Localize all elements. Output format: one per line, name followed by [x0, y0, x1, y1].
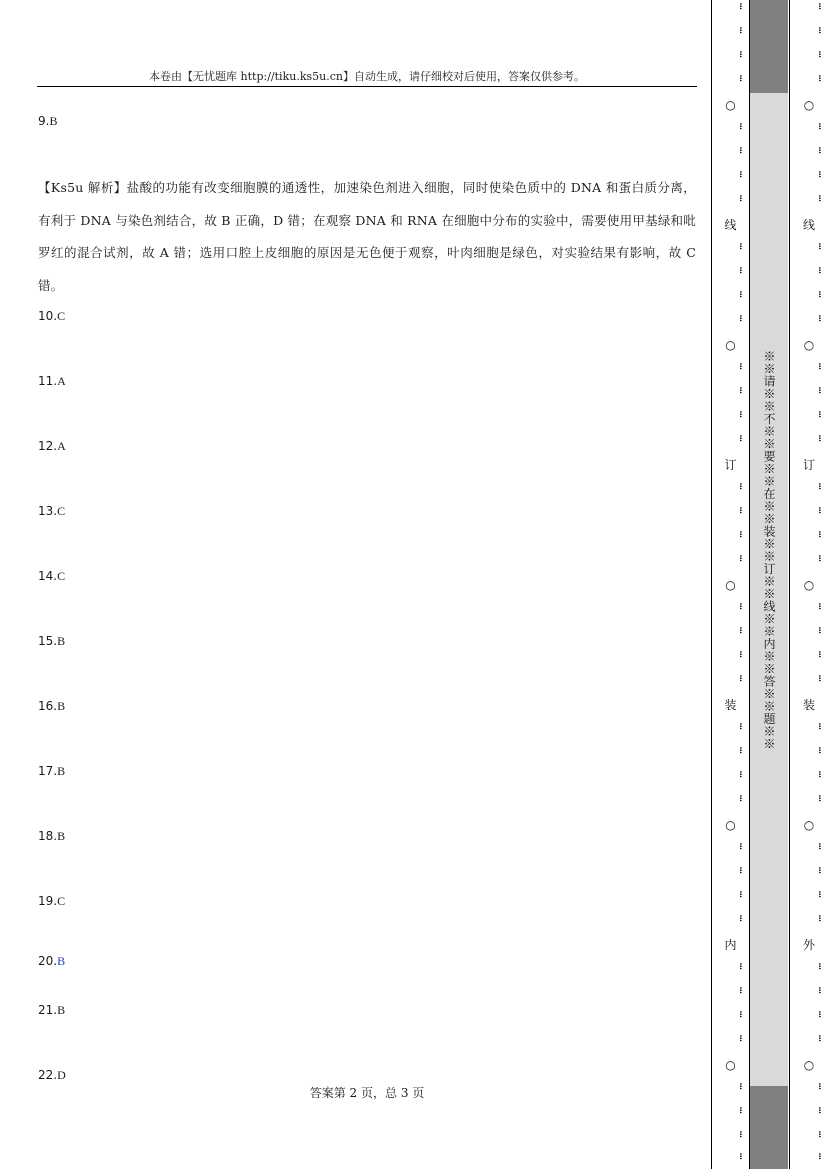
- inner-binding-dots: …: [737, 771, 750, 777]
- outer-binding-dots: …: [816, 507, 829, 513]
- inner-binding-dots: …: [737, 1083, 750, 1089]
- answer-letter: C: [57, 504, 66, 518]
- outer-binding-dots: …: [816, 1153, 829, 1159]
- inner-binding-dots: …: [737, 435, 750, 441]
- answer-number: 9.: [38, 114, 50, 128]
- answer-letter: B: [49, 114, 58, 128]
- outer-binding-dots: …: [816, 435, 829, 441]
- inner-binding-dots: …: [737, 147, 750, 153]
- inner-binding-dots: …: [737, 1131, 750, 1137]
- inner-binding-dots: …: [737, 795, 750, 801]
- answer-letter: C: [57, 894, 66, 908]
- answer-letter: D: [57, 1068, 66, 1082]
- inner-binding-dots: …: [737, 603, 750, 609]
- answer-letter: B: [57, 954, 66, 968]
- analysis-paragraph: 【Ks5u 解析】盐酸的功能有改变细胞膜的通透性，加速染色剂进入细胞，同时使染色质中的 DNA 和蛋白质分离，有利于 DNA 与染色剂结合，故 B 正确，D 错；在观察 DNA 和 RNA 在细胞中分布的实验中，需要使用甲基绿和吡罗红的混合试剂，故 A 错；选用口腔上皮细胞的原因是无色便于观察，叶肉细胞是绿色，对实验结果有影响，故 C 错。: [38, 180, 696, 293]
- outer-binding-dots: …: [816, 51, 829, 57]
- inner-binding-dots: …: [737, 915, 750, 921]
- answer-number: 20.: [38, 954, 58, 968]
- answer-item: [38, 439, 66, 453]
- outer-binding-dots: …: [816, 1083, 829, 1089]
- inner-binding-dots: …: [737, 627, 750, 633]
- outer-binding-dots: …: [816, 147, 829, 153]
- inner-binding-dots: …: [737, 507, 750, 513]
- inner-binding-dots: …: [737, 555, 750, 561]
- outer-binding-dots: …: [816, 315, 829, 321]
- inner-binding-circle: ○: [725, 578, 736, 592]
- outer-binding-dots: …: [816, 75, 829, 81]
- outer-binding-dots: …: [816, 723, 829, 729]
- outer-binding-circle: ○: [803, 98, 815, 112]
- inner-binding-dots: …: [737, 195, 750, 201]
- answer-number: 16.: [38, 699, 58, 713]
- outer-binding-dots: …: [816, 627, 829, 633]
- answer-item: [38, 954, 65, 968]
- inner-binding-dots: …: [737, 387, 750, 393]
- inner-binding-circle: ○: [725, 338, 736, 352]
- inner-binding-dots: …: [737, 123, 750, 129]
- answer-number: 21.: [38, 1003, 58, 1017]
- outer-binding-dots: …: [816, 1131, 829, 1137]
- outer-binding-dots: …: [816, 171, 829, 177]
- outer-binding-dots: …: [816, 891, 829, 897]
- answer-number: 22.: [38, 1068, 58, 1082]
- outer-binding-dots: …: [816, 291, 829, 297]
- page-footer: 答案第 2 页，总 3 页: [309, 1086, 425, 1100]
- answer-item: [38, 894, 65, 908]
- answer-letter: C: [57, 309, 66, 323]
- outer-binding-dots: …: [816, 1011, 829, 1017]
- answer-item: [38, 699, 65, 713]
- outer-binding-dots: …: [816, 195, 829, 201]
- binding-gray-top-block: [749, 0, 788, 93]
- binding-gray-bottom-block: [749, 1086, 788, 1169]
- outer-binding-circle: ○: [803, 578, 815, 592]
- outer-binding-dots: …: [816, 363, 829, 369]
- inner-binding-label: 线: [724, 218, 737, 232]
- answer-letter: B: [57, 634, 66, 648]
- page-header: 本卷由【无忧题库 http://tiku.ks5u.cn】自动生成，请仔细校对后使用，答案仅供参考。: [149, 70, 585, 83]
- answer-letter: C: [57, 569, 66, 583]
- outer-binding-dots: …: [816, 675, 829, 681]
- inner-binding-dots: …: [737, 531, 750, 537]
- inner-binding-dots: …: [737, 963, 750, 969]
- answer-number: 17.: [38, 764, 58, 778]
- binding-warning-text: ※※请※※不※※要※※在※※装※※订※※线※※内※※答※※题※※: [762, 350, 776, 750]
- answer-item: [38, 764, 65, 778]
- outer-binding-circle: ○: [803, 1058, 815, 1072]
- inner-binding-dots: …: [737, 315, 750, 321]
- answer-number: 11.: [38, 374, 58, 388]
- outer-binding-dots: …: [816, 411, 829, 417]
- inner-binding-dots: …: [737, 867, 750, 873]
- outer-binding-dots: …: [816, 531, 829, 537]
- outer-binding-dots: …: [816, 555, 829, 561]
- inner-binding-dots: …: [737, 411, 750, 417]
- header-divider: [37, 86, 697, 87]
- outer-binding-dots: …: [816, 387, 829, 393]
- inner-binding-dots: …: [737, 675, 750, 681]
- inner-binding-dots: …: [737, 1011, 750, 1017]
- answer-letter: B: [57, 829, 66, 843]
- answer-item: [38, 114, 57, 128]
- inner-binding-dots: …: [737, 27, 750, 33]
- answer-number: 18.: [38, 829, 58, 843]
- inner-binding-dots: …: [737, 243, 750, 249]
- inner-binding-dots: …: [737, 1107, 750, 1113]
- outer-binding-dots: …: [816, 267, 829, 273]
- answer-item: [38, 829, 65, 843]
- answer-item: [38, 569, 65, 583]
- inner-binding-dots: …: [737, 843, 750, 849]
- inner-binding-dots: …: [737, 1153, 750, 1159]
- outer-binding-label: 订: [802, 458, 815, 472]
- answer-number: 14.: [38, 569, 58, 583]
- inner-binding-circle: ○: [725, 818, 736, 832]
- inner-binding-dots: …: [737, 363, 750, 369]
- outer-binding-dots: …: [816, 603, 829, 609]
- outer-binding-dots: …: [816, 483, 829, 489]
- inner-binding-dots: …: [737, 171, 750, 177]
- outer-binding-dots: …: [816, 771, 829, 777]
- answer-number: 12.: [38, 439, 58, 453]
- outer-binding-dots: …: [816, 123, 829, 129]
- outer-binding-dots: …: [816, 795, 829, 801]
- answer-item: [38, 374, 66, 388]
- inner-binding-dots: …: [737, 651, 750, 657]
- outer-binding-label: 装: [802, 698, 815, 712]
- inner-binding-circle: ○: [725, 1058, 736, 1072]
- outer-binding-dots: …: [816, 915, 829, 921]
- answer-letter: B: [57, 1003, 66, 1017]
- outer-binding-dots: …: [816, 963, 829, 969]
- outer-binding-label: 外: [802, 938, 815, 952]
- outer-binding-label: 线: [802, 218, 815, 232]
- outer-binding-dots: …: [816, 1035, 829, 1041]
- outer-binding-dots: …: [816, 747, 829, 753]
- inner-binding-circle: ○: [725, 98, 736, 112]
- inner-binding-dots: …: [737, 1035, 750, 1041]
- inner-binding-dots: …: [737, 891, 750, 897]
- answer-number: 13.: [38, 504, 58, 518]
- outer-binding-dots: …: [816, 651, 829, 657]
- answer-item: [38, 309, 65, 323]
- answer-letter: B: [57, 699, 66, 713]
- answer-number: 19.: [38, 894, 58, 908]
- answer-letter: B: [57, 764, 66, 778]
- outer-binding-circle: ○: [803, 818, 815, 832]
- inner-binding-label: 内: [724, 938, 737, 952]
- answer-number: 15.: [38, 634, 58, 648]
- inner-binding-dots: …: [737, 75, 750, 81]
- outer-binding-dots: …: [816, 3, 829, 9]
- inner-binding-dots: …: [737, 747, 750, 753]
- inner-binding-dots: …: [737, 51, 750, 57]
- outer-binding-dots: …: [816, 243, 829, 249]
- inner-binding-dots: …: [737, 3, 750, 9]
- inner-binding-dots: …: [737, 291, 750, 297]
- answer-letter: A: [57, 439, 66, 453]
- outer-binding-circle: ○: [803, 338, 815, 352]
- binding-outer-strip: [789, 0, 828, 1169]
- answer-item: [38, 504, 65, 518]
- inner-binding-dots: …: [737, 267, 750, 273]
- answer-item: [38, 1068, 66, 1082]
- inner-binding-dots: …: [737, 723, 750, 729]
- answer-letter: A: [57, 374, 66, 388]
- inner-binding-dots: …: [737, 483, 750, 489]
- binding-inner-strip: [711, 0, 750, 1169]
- answer-item: [38, 1003, 65, 1017]
- inner-binding-label: 装: [724, 698, 737, 712]
- outer-binding-dots: …: [816, 1107, 829, 1113]
- inner-binding-dots: …: [737, 987, 750, 993]
- answer-item: [38, 634, 65, 648]
- outer-binding-dots: …: [816, 843, 829, 849]
- outer-binding-dots: …: [816, 867, 829, 873]
- answer-number: 10.: [38, 309, 58, 323]
- outer-binding-dots: …: [816, 27, 829, 33]
- inner-binding-label: 订: [724, 458, 737, 472]
- outer-binding-dots: …: [816, 987, 829, 993]
